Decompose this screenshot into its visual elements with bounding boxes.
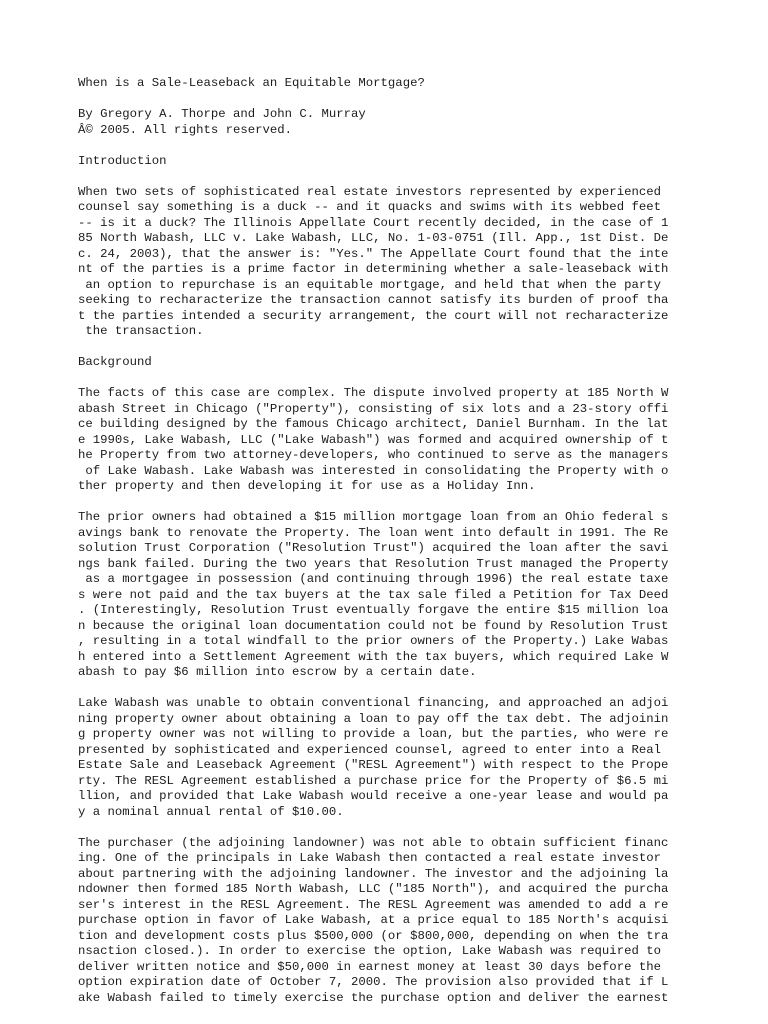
text-line: llion, and provided that Lake Wabash would receive a one-year lease and would pa	[78, 789, 669, 803]
text-line: ngs bank failed. During the two years that Resolution Trust managed the Property	[78, 556, 669, 571]
text-line: Background	[78, 355, 152, 369]
text-line: ning property owner about obtaining a loan to pay off the tax debt. The adjoinin	[78, 711, 669, 726]
text-line: nt of the parties is a prime factor in determining whether a sale-leaseback with	[78, 262, 669, 276]
text-line: tion and development costs plus $500,000 (or $800,000, depending on when the tra	[78, 928, 669, 943]
text-paragraph	[78, 154, 698, 170]
text-line: nsaction closed.). In order to exercise the option, Lake Wabash was required to	[78, 944, 661, 958]
text-line: t the parties intended a security arrangement, the court will not recharacterize	[78, 308, 669, 323]
text-line: When two sets of sophisticated real estate investors represented by experienced	[78, 184, 661, 199]
text-line: he Property from two attorney-developers, who continued to serve as the managers	[78, 448, 669, 462]
text-line: 85 North Wabash, LLC v. Lake Wabash, LLC, No. 1-03-0751 (Ill. App., 1st Dist. De	[78, 231, 669, 245]
text-line: s were not paid and the tax buyers at the tax sale filed a Petition for Tax Deed	[78, 587, 669, 602]
text-line: The facts of this case are complex. The dispute involved property at 185 North W	[78, 386, 669, 400]
text-line: Estate Sale and Leaseback Agreement ("RESL Agreement") with respect to the Prope	[78, 758, 669, 772]
text-line: n because the original loan documentation could not be found by Resolution Trust	[78, 618, 669, 633]
text-line: c. 24, 2003), that the answer is: "Yes." The Appellate Court found that the inte	[78, 246, 669, 261]
text-line: ther property and then developing it for use as a Holiday Inn.	[78, 479, 536, 493]
text-line: ake Wabash failed to timely exercise the purchase option and deliver the earnest	[78, 990, 669, 1005]
text-line: The prior owners had obtained a $15 million mortgage loan from an Ohio federal s	[78, 510, 669, 524]
text-paragraph	[78, 185, 698, 340]
text-line: rty. The RESL Agreement established a purchase price for the Property of $6.5 mi	[78, 773, 669, 788]
text-line: about partnering with the adjoining landowner. The investor and the adjoining la	[78, 866, 669, 881]
text-line: -- is it a duck? The Illinois Appellate Court recently decided, in the case of 1	[78, 215, 669, 230]
text-line: By Gregory A. Thorpe and John C. Murray	[78, 107, 366, 121]
text-line: Introduction	[78, 153, 167, 168]
text-line: , resulting in a total windfall to the prior owners of the Property.) Lake Wabas	[78, 634, 669, 648]
text-paragraph	[78, 76, 698, 92]
text-line: solution Trust Corporation ("Resolution Trust") acquired the loan after the savi	[78, 541, 669, 555]
text-line: seeking to recharacterize the transaction cannot satisfy its burden of proof tha	[78, 293, 669, 307]
text-line: counsel say something is a duck -- and it quacks and swims with its webbed feet	[78, 200, 661, 214]
text-paragraph	[78, 386, 698, 495]
text-line: an option to repurchase is an equitable mortgage, and held that when the party	[78, 277, 661, 292]
text-paragraph	[78, 836, 698, 1007]
text-line: abash Street in Chicago ("Property"), consisting of six lots and a 23-story offi	[78, 401, 669, 416]
text-line: e 1990s, Lake Wabash, LLC ("Lake Wabash") was formed and acquired ownership of t	[78, 432, 669, 447]
text-line: ser's interest in the RESL Agreement. The RESL Agreement was amended to add a re	[78, 897, 669, 912]
text-line: purchase option in favor of Lake Wabash, at a price equal to 185 North's acquisi	[78, 913, 669, 927]
text-line: h entered into a Settlement Agreement with the tax buyers, which required Lake W	[78, 649, 669, 664]
text-line: deliver written notice and $50,000 in earnest money at least 30 days before the	[78, 959, 661, 974]
text-line: y a nominal annual rental of $10.00.	[78, 804, 344, 819]
text-line: the transaction.	[78, 324, 204, 338]
text-line: of Lake Wabash. Lake Wabash was interested in consolidating the Property with o	[78, 463, 669, 478]
text-line: as a mortgagee in possession (and continuing through 1996) the real estate taxe	[78, 572, 669, 586]
text-line: ce building designed by the famous Chicago architect, Daniel Burnham. In the lat	[78, 417, 669, 431]
text-line: g property owner was not willing to provide a loan, but the parties, who were re	[78, 727, 669, 741]
text-paragraph	[78, 696, 698, 820]
text-line: presented by sophisticated and experienced counsel, agreed to enter into a Real	[78, 742, 661, 757]
text-line: . (Interestingly, Resolution Trust eventually forgave the entire $15 million loa	[78, 603, 669, 617]
text-line: The purchaser (the adjoining landowner) was not able to obtain sufficient financ	[78, 835, 669, 850]
text-line: ing. One of the principals in Lake Wabash then contacted a real estate investor	[78, 851, 661, 865]
text-paragraph	[78, 107, 698, 138]
text-line: Lake Wabash was unable to obtain conventional financing, and approached an adjoi	[78, 696, 669, 710]
text-paragraph	[78, 355, 698, 371]
text-line: Â© 2005. All rights reserved.	[78, 122, 293, 137]
text-paragraph	[78, 510, 698, 681]
text-line: ndowner then formed 185 North Wabash, LLC ("185 North"), and acquired the purcha	[78, 882, 669, 896]
text-line: abash to pay $6 million into escrow by a certain date.	[78, 665, 477, 679]
document-page	[78, 76, 698, 1022]
text-line: avings bank to renovate the Property. The loan went into default in 1991. The Re	[78, 525, 669, 540]
text-line: option expiration date of October 7, 2000. The provision also provided that if L	[78, 975, 669, 989]
text-line: When is a Sale-Leaseback an Equitable Mortgage?	[78, 76, 425, 90]
